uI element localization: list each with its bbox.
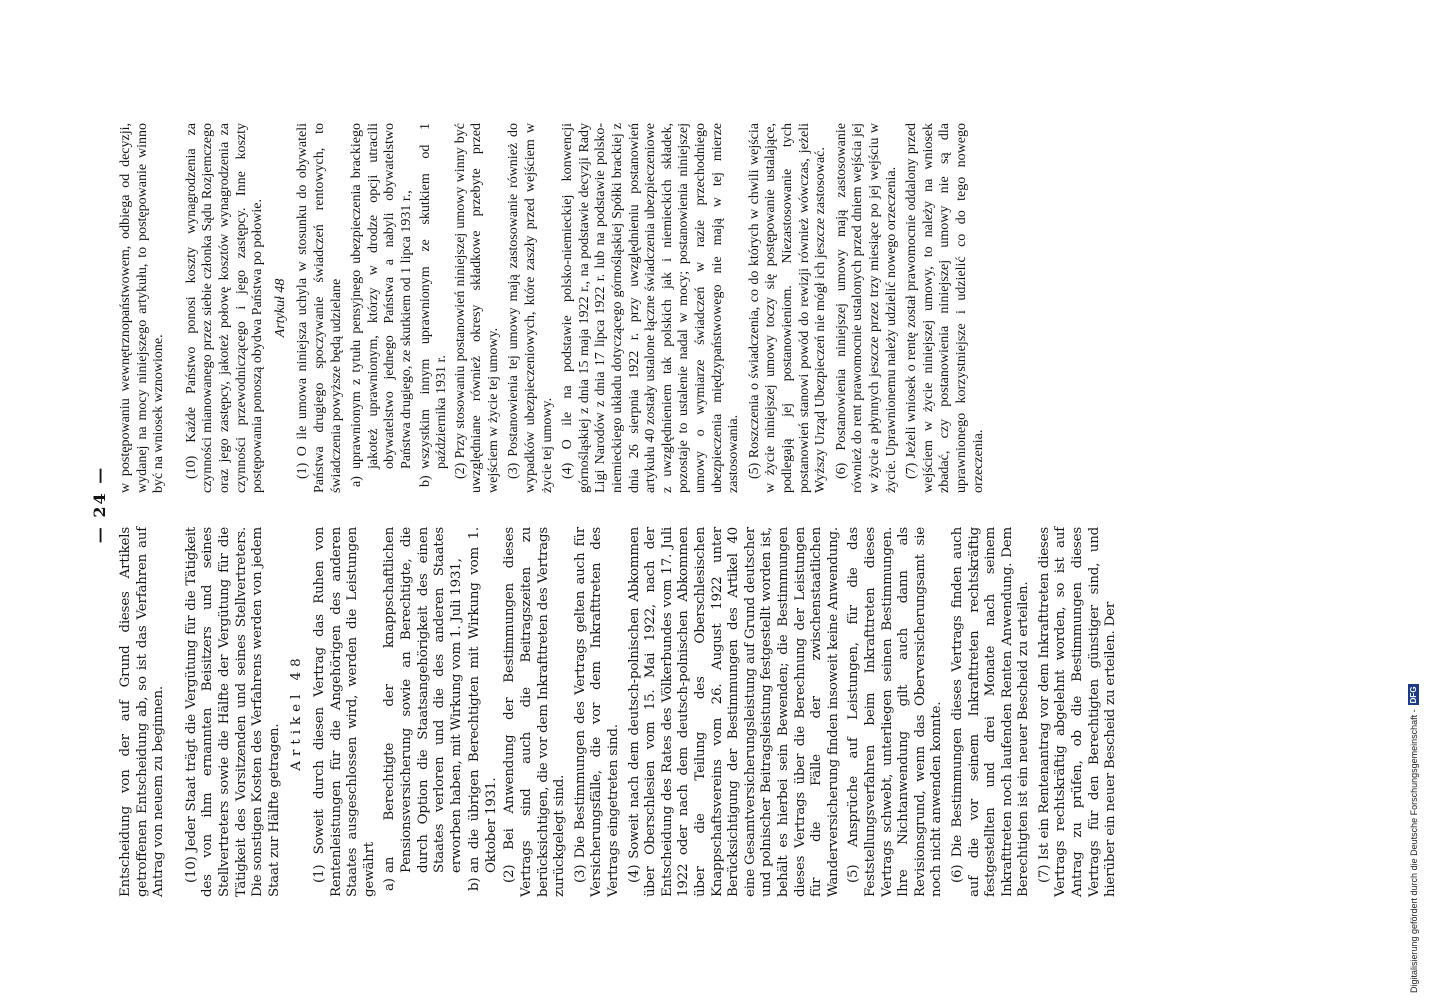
german-paragraph: (1) Soweit durch diesen Vertrag das Ruhen von Rentenleistungen für die Angehörigen des anderen Staates ausgeschlossen wird, werden die Leistungen gewährt xyxy=(311,527,377,897)
polish-paragraph: (5) Roszczenia o świadczenia, co do których w chwili wejścia w życie niniejszej umowy toczy się postępowanie ustalające, podlegają jej postanowieniom. Niezastosowanie tych postanowień stanowi powód do rewizji również wówczas, jeżeli Wyższy Urząd Ubezpieczeń nie mógł ich jeszcze zastosować. xyxy=(746,123,829,493)
page-number: — 24 — xyxy=(90,465,109,544)
list-text: uprawnionym z tytułu pensyjnego ubezpieczenia brackiego jakoteż uprawnionym, którzy w drodze opcji utracili obywatelstwo jednego Państwa a nabyli obywatelstwo Państwa drugiego, ze skutkiem od 1 lipca 1931 r., xyxy=(349,123,414,469)
polish-column xyxy=(118,123,991,493)
list-label: b) xyxy=(417,475,433,487)
document-page xyxy=(90,112,1275,897)
german-list-item xyxy=(467,527,500,897)
digitization-footer xyxy=(1408,8,1422,993)
list-text: an die übrigen Berechtigten mit Wirkung vom 1. Oktober 1931. xyxy=(467,527,499,873)
polish-paragraph: (7) Jeżeli wniosek o rentę został prawomocnie oddalony przed wejściem w życie niniejszej umowy, to należy na wniosek zbadać, czy postanowienia niniejszej umowy nie są dla uprawnionego korzystniejsze i udzielić co do tego nowego orzeczenia. xyxy=(904,123,986,493)
list-label: a) xyxy=(349,476,365,487)
polish-list-item xyxy=(349,123,415,493)
list-label: b) xyxy=(467,877,483,891)
dfg-logo: DFG xyxy=(1409,686,1418,704)
polish-paragraph: w postępowaniu wewnętrznopaństwowem, odbiega od decyzji, wydanej na mocy niniejszego artykułu, to postępowanie winno być na wniosek wznowione. xyxy=(118,123,167,493)
german-article-heading: Artikel 48 xyxy=(289,653,305,771)
german-paragraph: (10) Jeder Staat trägt die Vergütung für die Tätigkeit des von ihm ernannten Beisitzers und seines Stellvertreters sowie die Hälfte der Vergütung für die Tätigkeit des Vorsitzenden und seines Stellvertreters. Die sonstigen Kosten des Verfahrens werden von jedem Staat zur Hälfte getragen. xyxy=(183,527,282,897)
polish-list-item xyxy=(418,123,451,493)
polish-paragraph: (4) O ile na podstawie polsko-niemieckiej konwencji górnośląskiej z dnia 15 maja 1922 r., na podstawie decyzji Rady Ligi Narodów z dnia 17 lipca 1922 r. lub na podstawie polsko-niemieckiego układu dotyczącego górnośląskiej Spółki brackiej z dnia 26 sierpnia 1922 r. przy uwzględnieniu postanowień artykułu 40 zostały ustalone łączne świadczenia ubezpieczeniowe z uwzględnieniem tak polskich jak i niemieckich składek, pozostaje to ustalenie nadal w mocy; postanowienia niniejszej umowy o wymiarze świadczeń w razie przechodniego ubezpieczenia międzypaństwowego nie mają w tej mierze zastosowania. xyxy=(560,123,742,493)
list-text: wszystkim innym uprawnionym ze skutkiem od 1 października 1931 r. xyxy=(417,123,450,469)
german-column xyxy=(118,527,1124,897)
footer-credit: Digitalisierung gefördert durch die Deutsche Forschungsgemeinschaft - xyxy=(1408,709,1419,993)
polish-paragraph: (2) Przy stosowaniu postanowień niniejszej umowy winny być uwzględniane również okresy składkowe przebyte przed wejściem w życie tej umowy. xyxy=(452,123,501,493)
german-paragraph: (3) Die Bestimmungen des Vertrags gelten auch für Versicherungsfälle, die vor dem Inkrafttreten des Vertrags eingetreten sind. xyxy=(572,527,622,897)
german-paragraph: (2) Bei Anwendung der Bestimmungen dieses Vertrags sind auch die Beitragszeiten zu berücksichtigen, die vor dem Inkrafttreten des Vertrags zurückgelegt sind. xyxy=(502,527,568,897)
german-paragraph: Entscheidung von der auf Grund dieses Artikels getroffenen Entscheidung ab, so ist das Verfahren auf Antrag von neuem zu beginnen. xyxy=(118,527,167,897)
german-paragraph: (4) Soweit nach dem deutsch-polnischen Abkommen über Oberschlesien vom 15. Mai 1922, nach der Entscheidung des Rates des Völkerbundes vom 17. Juli 1922 oder nach dem deutsch-polnischen Abkommen über die Teilung des Oberschlesischen Knappschaftsvereins vom 26. August 1922 unter Berücksichtigung der Bestimmungen des Artikel 40 eine Gesamtversicherungsleistung auf Grund deutscher und polnischer Beitragsleistung festgestellt worden ist, behält es hierbei sein Bewenden; die Bestimmungen dieses Vertrags über die Berechnung der Leistungen für die Fälle der zwischenstaatlichen Wanderversicherung finden insoweit keine Anwendung. xyxy=(626,527,841,897)
polish-paragraph: (10) Każde Państwo ponosi koszty wynagrodzenia za czynności mianowanego przez siebie członka Sądu Rozjemczego oraz jego zastępcy, jakoteż połowę kosztów wynagrodzenia za czynności przewodniczącego i jego zastępcy. Inne koszty postępowania ponoszą obydwa Państwa po połowie. xyxy=(183,123,266,493)
polish-article-heading: Artykuł 48 xyxy=(272,278,288,338)
polish-paragraph: (3) Postanowienia tej umowy mają zastosowanie również do wypadków ubezpieczeniowych, które zaszły przed wejściem w życie tej umowy. xyxy=(506,123,555,493)
polish-paragraph: (6) Postanowienia niniejszej umowy mają zastosowanie również do rent prawomocnie ustalonych przed dniem wejścia jej w życie a płynnych jeszcze przez trzy miesiące po jej wejściu w życie. Uprawnionemu należy udzielić nowego orzeczenia. xyxy=(833,123,899,493)
polish-paragraph: (1) O ile umowa niniejsza uchyla w stosunku do obywateli Państwa drugiego spoczywanie świadczeń rentowych, to świadczenia powyższe będą udzielane xyxy=(295,123,344,493)
german-paragraph: (6) Die Bestimmungen dieses Vertrags finden auch auf die vor seinem Inkrafttreten rechtskräftig festgestellten und drei Monate nach seinem Inkrafttreten noch laufenden Renten Anwendung. Dem Berechtigten ist ein neuer Bescheid zu erteilen. xyxy=(949,527,1032,897)
german-list-item xyxy=(382,527,465,897)
german-paragraph: (7) Ist ein Rentenantrag vor dem Inkrafttreten dieses Vertrags rechtskräftig abgelehnt worden, so ist auf Antrag zu prüfen, ob die Bestimmungen dieses Vertrags für den Berechtigten günstiger sind, und hierüber ein neuer Bescheid zu erteilen. Der xyxy=(1036,527,1119,897)
list-label: a) xyxy=(382,878,398,891)
german-paragraph: (5) Ansprüche auf Leistungen, für die das Feststellungsverfahren beim Inkrafttreten dieses Vertrags schwebt, unterliegen seinen Bestimmungen. Ihre Nichtanwendung gilt auch dann als Revisionsgrund, wenn das Oberversicherungsamt sie noch nicht anwenden konnte. xyxy=(846,527,945,897)
list-text: an Berechtigte der knappschaftlichen Pensionsversicherung sowie an Berechtigte, die durch Option die Staatsangehörigkeit des einen Staates verloren und die des anderen Staates erworben haben, mit Wirkung vom 1. Juli 1931, xyxy=(382,527,464,873)
